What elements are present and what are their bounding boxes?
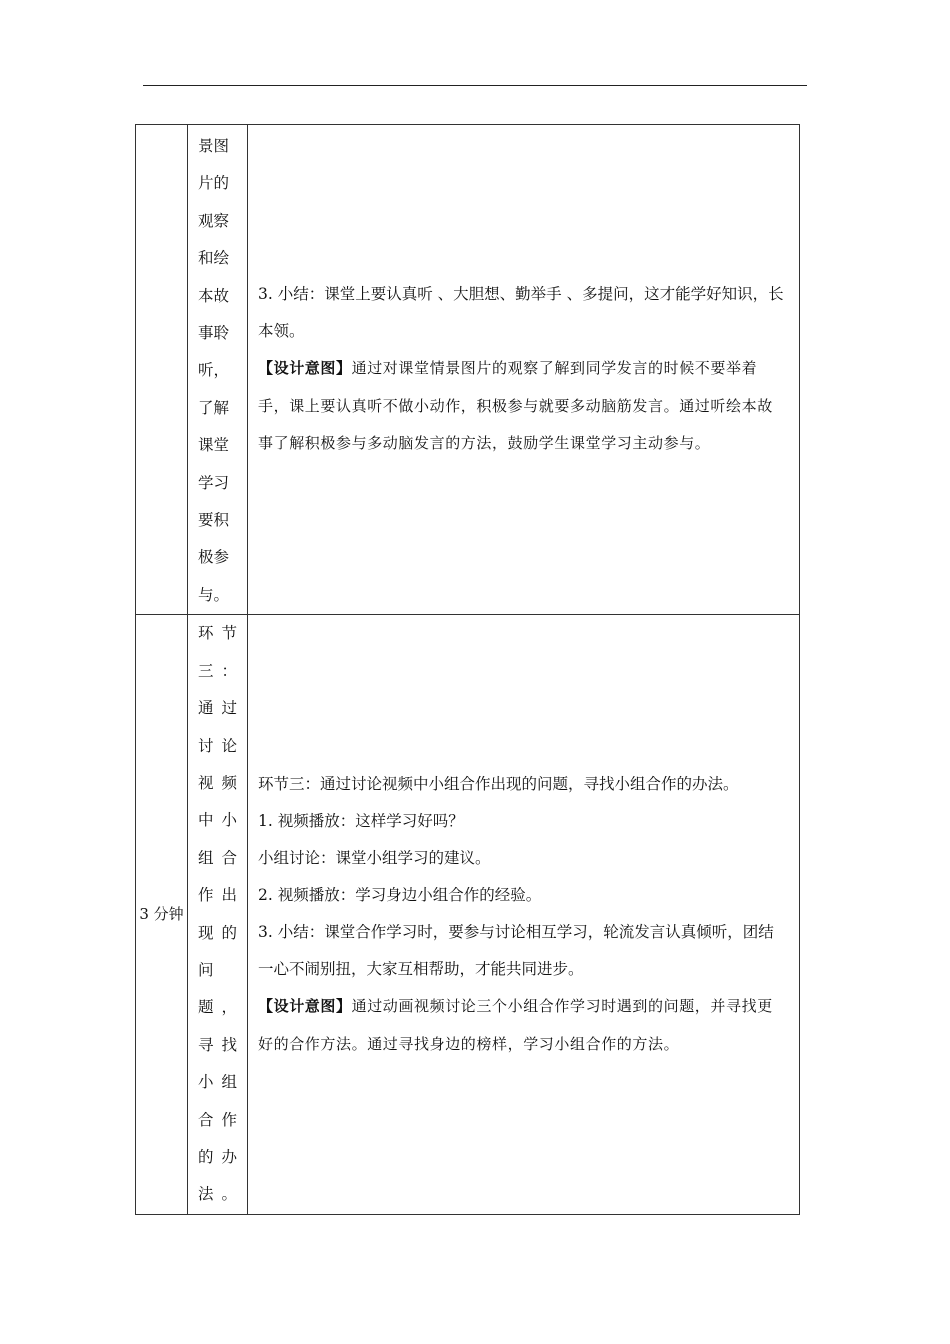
design-intent-tag: 【设计意图】 xyxy=(258,359,352,378)
lesson-plan-table xyxy=(135,124,800,1215)
group-discussion: 小组讨论：课堂小组学习的建议。 xyxy=(258,849,491,868)
design-intent-text: 通过动画视频讨论三个小组合作学习时遇到的问题，并寻找更好的合作方法。通过寻找身边的榜样，学习小组合作的方法。 xyxy=(258,997,773,1053)
objective-cell: 景图片的观察和绘本故事聆听，了解课堂学习要积极参与。 xyxy=(188,125,248,615)
content-cell xyxy=(248,615,800,1215)
design-intent-tag: 【设计意图】 xyxy=(258,997,352,1016)
step-2: 2. 视频播放：学习身边小组合作的经验。 xyxy=(258,886,542,905)
summary-text: 3. 小结：课堂合作学习时，要参与讨论相互学习，轮流发言认真倾听，团结一心不闹别扭，大家互相帮助，才能共同进步。 xyxy=(258,923,774,979)
summary-text: 3. 小结：课堂上要认真听 、大胆想、勤举手 、多提问，这才能学好知识，长本领。 xyxy=(258,285,784,341)
table-row xyxy=(136,615,800,1215)
content-cell xyxy=(248,125,800,615)
design-intent xyxy=(258,350,785,463)
objective-cell: 环 节三：通 过讨 论视 频中 小组 合作 出现 的问题，寻 找小 组合 作的 办法。 xyxy=(188,615,248,1215)
design-intent-text: 通过对课堂情景图片的观察了解到同学发言的时候不要举着手，课上要认真听不做小动作，积极参与就要多动脑筋发言。通过听绘本故事了解积极参与多动脑发言的方法，鼓励学生课堂学习主动参与。 xyxy=(258,359,773,453)
step-1: 1. 视频播放：这样学习好吗？ xyxy=(258,812,464,831)
table-row xyxy=(136,125,800,615)
section-title: 环节三：通过讨论视频中小组合作出现的问题，寻找小组合作的办法。 xyxy=(258,775,739,794)
time-cell xyxy=(136,125,188,615)
time-cell: 3 分钟 xyxy=(136,615,188,1215)
design-intent xyxy=(258,988,785,1063)
header-rule xyxy=(143,85,807,86)
